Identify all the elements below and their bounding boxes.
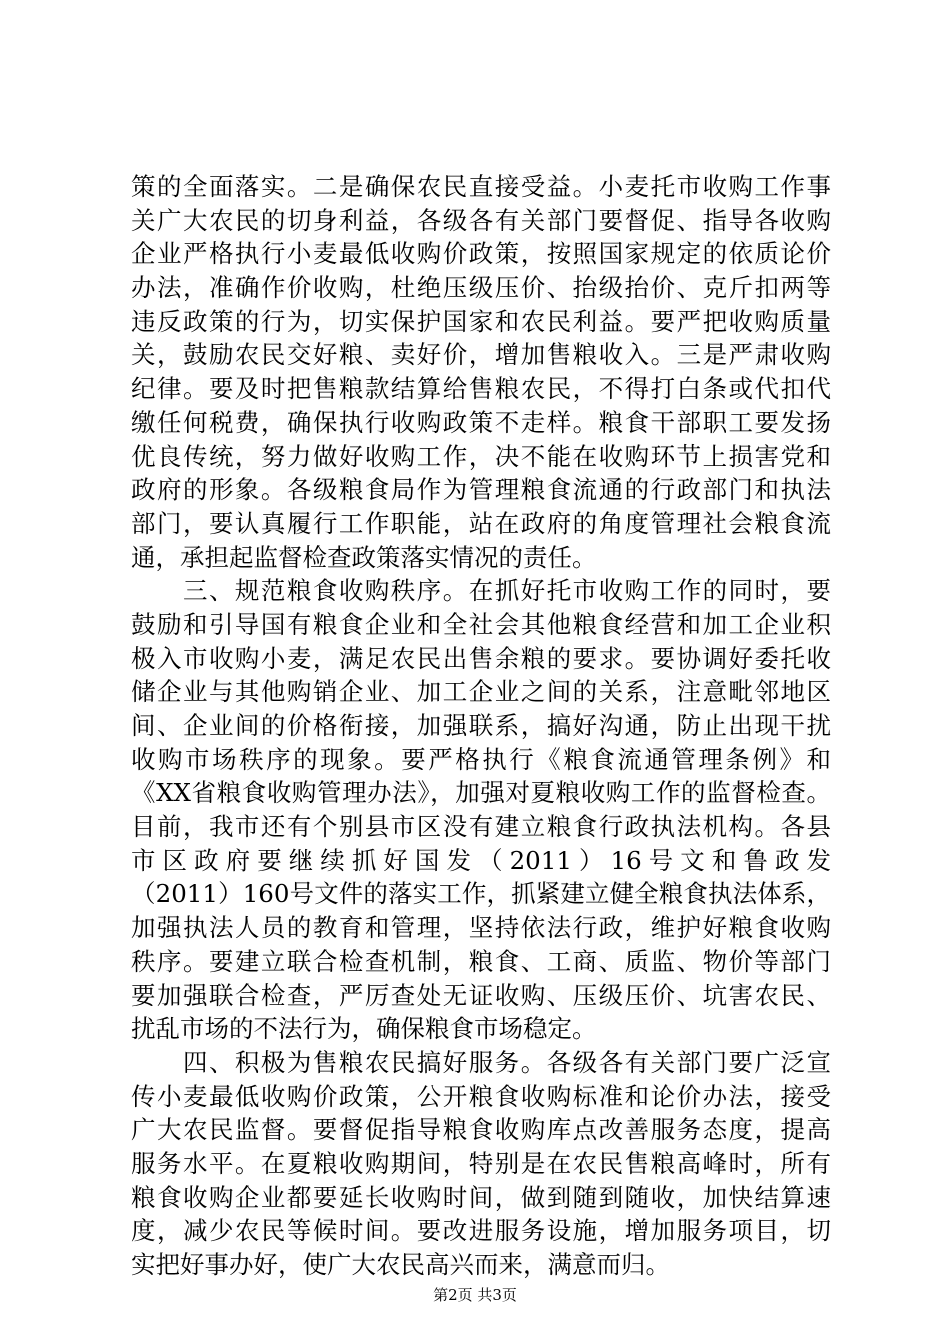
text-line: 加强执法人员的教育和管理，坚持依法行政，维护好粮食收购 (131, 913, 831, 943)
text-line: 纪律。要及时把售粮款结算给售粮农民，不得打白条或代扣代 (131, 374, 831, 404)
text-line: 要加强联合检查，严厉查处无证收购、压级压价、坑害农民、 (131, 980, 831, 1010)
text-line: 政府的形象。各级粮食局作为管理粮食流通的行政部门和执法 (131, 475, 831, 505)
text-line: 企业严格执行小麦最低收购价政策，按照国家规定的依质论价 (131, 239, 831, 269)
page-footer: 第2页 共3页 (433, 1286, 517, 1304)
text-line: 关广大农民的切身利益，各级各有关部门要督促、指导各收购 (131, 205, 831, 235)
text-line: 市区政府要继续抓好国发（2011）16号文和鲁政发 (131, 845, 831, 875)
text-line: 秩序。要建立联合检查机制，粮食、工商、质监、物价等部门 (131, 946, 831, 976)
text-line: 收购市场秩序的现象。要严格执行《粮食流通管理条例》和 (131, 744, 831, 774)
text-line: 关，鼓励农民交好粮、卖好价，增加售粮收入。三是严肃收购 (131, 340, 831, 370)
text-line: 扰乱市场的不法行为，确保粮食市场稳定。 (131, 1014, 597, 1044)
text-line: 四、积极为售粮农民搞好服务。各级各有关部门要广泛宣 (131, 1047, 831, 1077)
text-line: 目前，我市还有个别县市区没有建立粮食行政执法机构。各县 (131, 812, 831, 842)
text-line: 《XX省粮食收购管理办法》，加强对夏粮收购工作的监督检查。 (131, 778, 831, 808)
text-line: 办法，准确作价收购，杜绝压级压价、抬级抬价、克斤扣两等 (131, 273, 831, 303)
text-line: 间、企业间的价格衔接，加强联系，搞好沟通，防止出现干扰 (131, 711, 831, 740)
text-line: 极入市收购小麦，满足农民出售余粮的要求。要协调好委托收 (131, 643, 831, 673)
text-line: 传小麦最低收购价政策，公开粮食收购标准和论价办法，接受 (131, 1081, 831, 1111)
text-line: 优良传统，努力做好收购工作，决不能在收购环节上损害党和 (131, 441, 831, 471)
body-text (131, 170, 831, 1282)
text-line: 鼓励和引导国有粮食企业和全社会其他粮食经营和加工企业积 (131, 609, 831, 639)
text-line: 违反政策的行为，切实保护国家和农民利益。要严把收购质量 (131, 306, 831, 336)
text-line: （2011）160号文件的落实工作，抓紧建立健全粮食执法体系， (131, 879, 831, 909)
text-line: 实把好事办好，使广大农民高兴而来，满意而归。 (131, 1250, 670, 1279)
text-line: 三、规范粮食收购秩序。在抓好托市收购工作的同时，要 (131, 576, 831, 606)
text-line: 度，减少农民等候时间。要改进服务设施，增加服务项目，切 (131, 1216, 831, 1246)
text-line: 通，承担起监督检查政策落实情况的责任。 (131, 542, 597, 572)
text-line: 粮食收购企业都要延长收购时间，做到随到随收，加快结算速 (131, 1182, 831, 1212)
text-line: 缴任何税费，确保执行收购政策不走样。粮食干部职工要发扬 (131, 407, 831, 437)
text-line: 服务水平。在夏粮收购期间，特别是在农民售粮高峰时，所有 (131, 1148, 831, 1178)
text-line: 部门，要认真履行工作职能，站在政府的角度管理社会粮食流 (131, 508, 831, 538)
text-line: 储企业与其他购销企业、加工企业之间的关系，注意毗邻地区 (131, 677, 831, 707)
text-line: 策的全面落实。二是确保农民直接受益。小麦托市收购工作事 (131, 172, 831, 201)
text-line: 广大农民监督。要督促指导粮食收购库点改善服务态度，提高 (131, 1115, 831, 1145)
